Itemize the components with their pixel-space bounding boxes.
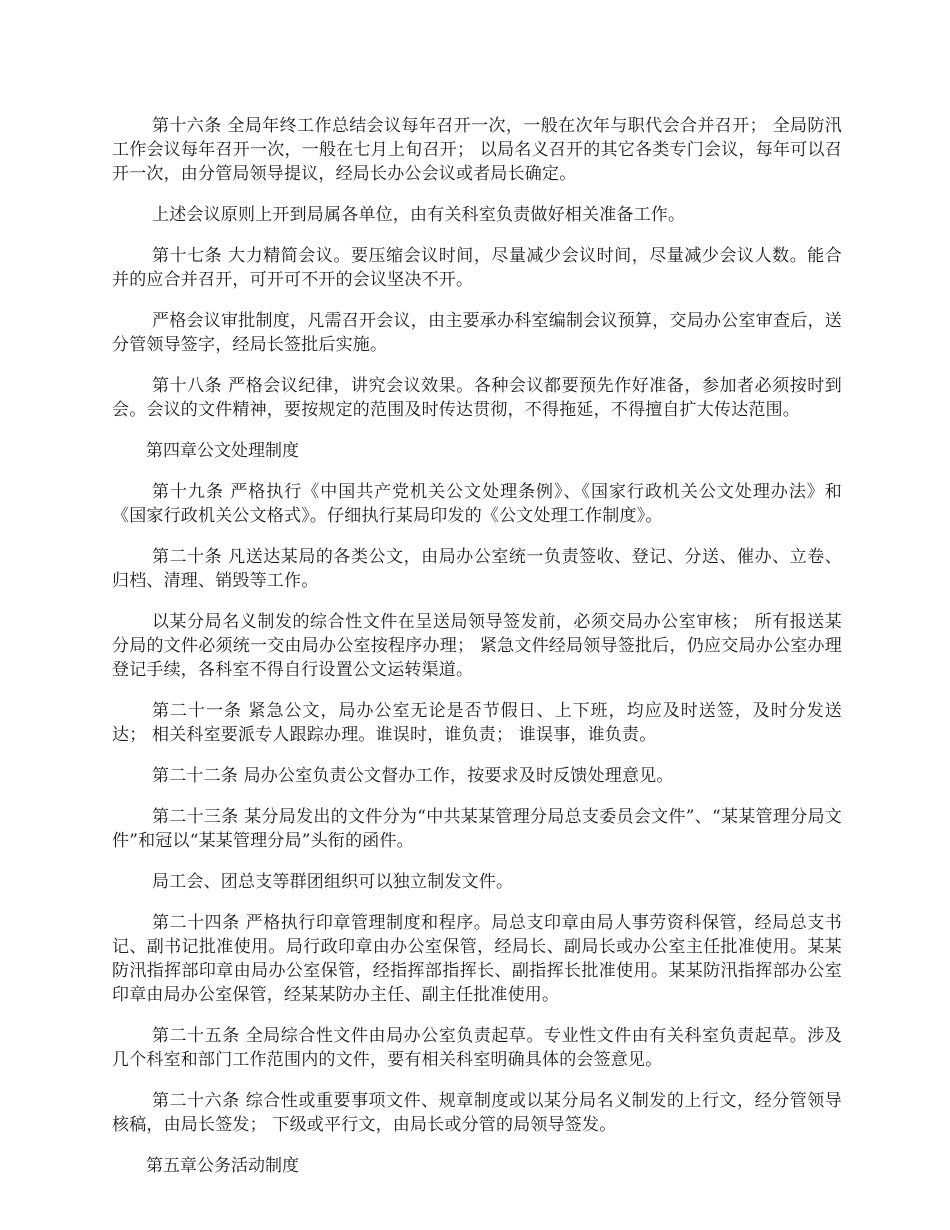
chapter-5-heading: 第五章公务活动制度 xyxy=(146,1156,299,1176)
article-20: 第二十条 凡送达某局的各类公文，由局办公室统一负责签收、登记、分送、催办、立卷、归档、清理、销毁等工作。 xyxy=(112,547,842,591)
article-18: 第十八条 严格会议纪律，讲究会议效果。各种会议都要预先作好准备，参加者必须按时到会。会议的文件精神，要按规定的范围及时传达贯彻，不得拖延，不得擅自扩大传达范围。 xyxy=(112,376,842,420)
article-21: 第二十一条 紧急公文，局办公室无论是否节假日、上下班，均应及时送签，及时分发送达； 相关科室要派专人跟踪办理。谁误时，谁负责； 谁误事，谁负责。 xyxy=(112,701,842,745)
document-body xyxy=(112,114,842,1195)
article-23-note: 局工会、团总支等群团组织可以独立制发文件。 xyxy=(152,872,514,892)
article-24: 第二十四条 严格执行印章管理制度和程序。局总支印章由局人事劳资科保管，经局总支书记、副书记批准使用。局行政印章由办公室保管，经局长、副局长或办公室主任批准使用。某某防汛指挥部印章由局办公室保管，经指挥部指挥长、副指挥长批准使用。某某防汛指挥部办公室印章由局办公室保管，经某某防办主任、副主任批准使用。 xyxy=(112,913,842,1005)
article-23: 第二十三条 某分局发出的文件分为“中共某某管理分局总支委员会文件”、“某某管理分局文件”和冠以“某某管理分局”头衔的函件。 xyxy=(112,807,842,851)
article-26: 第二十六条 综合性或重要事项文件、规章制度或以某分局名义制发的上行文，经分管领导核稿，由局长签发； 下级或平行文，由局长或分管的局领导签发。 xyxy=(112,1091,842,1135)
article-17-approval: 严格会议审批制度，凡需召开会议，由主要承办科室编制会议预算，交局办公室审查后，送分管领导签字，经局长签批后实施。 xyxy=(112,311,842,355)
article-17: 第十七条 大力精简会议。要压缩会议时间，尽量减少会议时间，尽量减少会议人数。能合并的应合并召开，可开可不开的会议坚决不开。 xyxy=(112,246,842,290)
article-16: 第十六条 全局年终工作总结会议每年召开一次，一般在次年与职代会合并召开； 全局防汛工作会议每年召开一次，一般在七月上旬召开； 以局名义召开的其它各类专门会议，每年可以召开一次，由分管局领导提议，经局长办公会议或者局长确定。 xyxy=(112,116,842,184)
article-19: 第十九条 严格执行《中国共产党机关公文处理条例》、《国家行政机关公文处理办法》和《国家行政机关公文格式》。仔细执行某局印发的《公文处理工作制度》。 xyxy=(112,482,842,526)
article-16-note: 上述会议原则上开到局属各单位，由有关科室负责做好相关准备工作。 xyxy=(152,205,686,225)
article-22: 第二十二条 局办公室负责公文督办工作，按要求及时反馈处理意见。 xyxy=(152,766,674,786)
article-20-detail: 以某分局名义制发的综合性文件在呈送局领导签发前，必须交局办公室审核； 所有报送某分局的文件必须统一交由局办公室按程序办理； 紧急文件经局领导签批后，仍应交局办公室办理登记手续，各科室不得自行设置公文运转渠道。 xyxy=(112,612,842,680)
article-25: 第二十五条 全局综合性文件由局办公室负责起草。专业性文件由有关科室负责起草。涉及几个科室和部门工作范围内的文件，要有相关科室明确具体的会签意见。 xyxy=(112,1026,842,1070)
chapter-4-heading: 第四章公文处理制度 xyxy=(146,441,299,461)
